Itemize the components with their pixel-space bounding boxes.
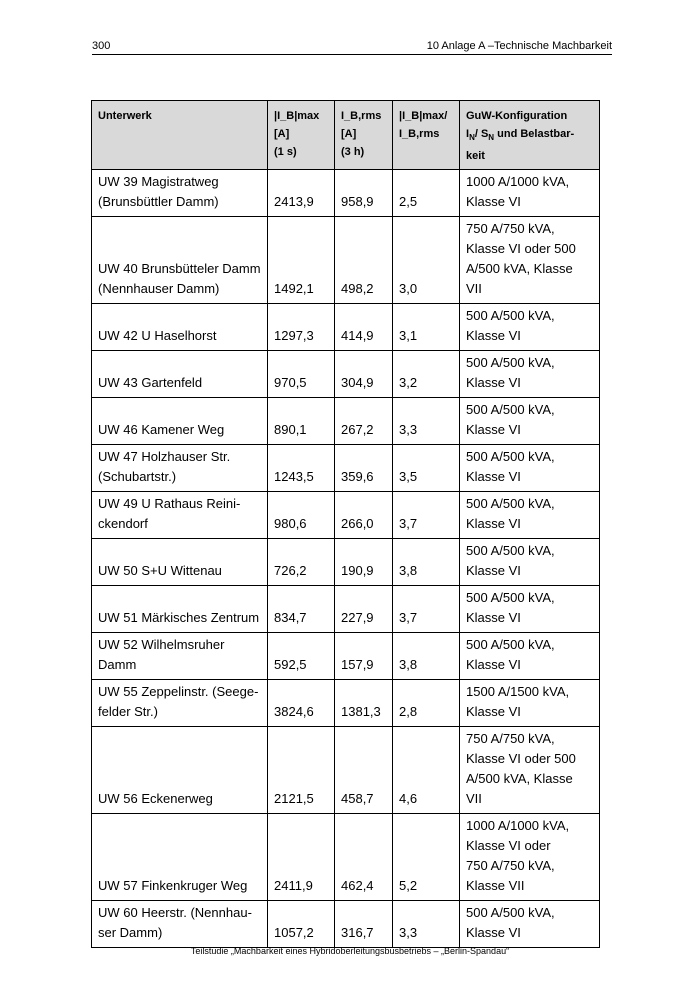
cell-max-current: 890,1	[268, 398, 335, 445]
cell-ratio: 3,1	[393, 304, 460, 351]
cell-unterwerk: UW 40 Brunsbütteler Damm (Nennhauser Damm)	[92, 217, 268, 304]
cell-max-current: 2413,9	[268, 170, 335, 217]
table-row	[92, 539, 600, 586]
cell-guw-config: 500 A/500 kVA, Klasse VI	[460, 398, 600, 445]
cell-max-current: 1057,2	[268, 901, 335, 948]
cell-rms-current: 462,4	[335, 814, 393, 901]
table-row	[92, 170, 600, 217]
chapter-title: 10 Anlage A –Technische Machbarkeit	[426, 40, 612, 52]
table-row	[92, 398, 600, 445]
cell-max-current: 834,7	[268, 586, 335, 633]
cell-ratio: 3,8	[393, 633, 460, 680]
cell-guw-config: 750 A/750 kVA, Klasse VI oder 500 A/500 kVA, Klasse VII	[460, 217, 600, 304]
cell-unterwerk: UW 47 Holzhauser Str. (Schubartstr.)	[92, 445, 268, 492]
cell-guw-config: 500 A/500 kVA, Klasse VI	[460, 351, 600, 398]
cell-unterwerk: UW 55 Zeppelinstr. (Seege- felder Str.)	[92, 680, 268, 727]
page-header	[92, 40, 612, 55]
cell-unterwerk: UW 56 Eckenerweg	[92, 727, 268, 814]
cell-unterwerk: UW 43 Gartenfeld	[92, 351, 268, 398]
cell-rms-current: 1381,3	[335, 680, 393, 727]
cell-rms-current: 316,7	[335, 901, 393, 948]
cell-max-current: 980,6	[268, 492, 335, 539]
cell-guw-config: 500 A/500 kVA, Klasse VI	[460, 539, 600, 586]
cell-guw-config: 1500 A/1500 kVA, Klasse VI	[460, 680, 600, 727]
cell-rms-current: 359,6	[335, 445, 393, 492]
cell-guw-config: 500 A/500 kVA, Klasse VI	[460, 586, 600, 633]
table-header-row	[92, 101, 600, 170]
cell-ratio: 3,3	[393, 901, 460, 948]
table-body	[92, 170, 600, 948]
cell-ratio: 3,7	[393, 586, 460, 633]
col-header-unterwerk: Unterwerk	[92, 101, 268, 170]
cell-unterwerk: UW 39 Magistratweg (Brunsbüttler Damm)	[92, 170, 268, 217]
cell-rms-current: 190,9	[335, 539, 393, 586]
col-header-rms-current: I_B,rms [A] (3 h)	[335, 101, 393, 170]
cell-unterwerk: UW 57 Finkenkruger Weg	[92, 814, 268, 901]
cell-unterwerk: UW 42 U Haselhorst	[92, 304, 268, 351]
cell-guw-config: 500 A/500 kVA, Klasse VI	[460, 492, 600, 539]
cell-guw-config: 500 A/500 kVA, Klasse VI	[460, 445, 600, 492]
cell-guw-config: 1000 A/1000 kVA, Klasse VI	[460, 170, 600, 217]
cell-unterwerk: UW 46 Kamener Weg	[92, 398, 268, 445]
cell-unterwerk: UW 60 Heerstr. (Nennhau- ser Damm)	[92, 901, 268, 948]
cell-ratio: 3,5	[393, 445, 460, 492]
cell-max-current: 2411,9	[268, 814, 335, 901]
cell-guw-config: 750 A/750 kVA, Klasse VI oder 500 A/500 kVA, Klasse VII	[460, 727, 600, 814]
cell-ratio: 2,5	[393, 170, 460, 217]
cell-rms-current: 414,9	[335, 304, 393, 351]
cell-ratio: 3,7	[393, 492, 460, 539]
cell-max-current: 1243,5	[268, 445, 335, 492]
cell-rms-current: 458,7	[335, 727, 393, 814]
substation-table	[91, 100, 600, 948]
cell-max-current: 2121,5	[268, 727, 335, 814]
cell-rms-current: 498,2	[335, 217, 393, 304]
cell-ratio: 5,2	[393, 814, 460, 901]
table-row	[92, 633, 600, 680]
cell-unterwerk: UW 52 Wilhelmsruher Damm	[92, 633, 268, 680]
table-row	[92, 586, 600, 633]
table-row	[92, 901, 600, 948]
col-header-ratio: |I_B|max/ I_B,rms	[393, 101, 460, 170]
cell-guw-config: 500 A/500 kVA, Klasse VI	[460, 901, 600, 948]
cell-max-current: 1297,3	[268, 304, 335, 351]
table-row	[92, 351, 600, 398]
col-header-max-current: |I_B|max [A] (1 s)	[268, 101, 335, 170]
cell-ratio: 3,2	[393, 351, 460, 398]
table-row	[92, 727, 600, 814]
cell-rms-current: 958,9	[335, 170, 393, 217]
cell-ratio: 4,6	[393, 727, 460, 814]
page-number: 300	[92, 40, 111, 52]
cell-guw-config: 500 A/500 kVA, Klasse VI	[460, 304, 600, 351]
cell-max-current: 970,5	[268, 351, 335, 398]
table-row	[92, 217, 600, 304]
cell-rms-current: 227,9	[335, 586, 393, 633]
cell-unterwerk: UW 51 Märkisches Zentrum	[92, 586, 268, 633]
table-row	[92, 814, 600, 901]
cell-rms-current: 267,2	[335, 398, 393, 445]
cell-max-current: 3824,6	[268, 680, 335, 727]
cell-rms-current: 304,9	[335, 351, 393, 398]
cell-rms-current: 266,0	[335, 492, 393, 539]
cell-guw-config: 500 A/500 kVA, Klasse VI	[460, 633, 600, 680]
cell-unterwerk: UW 50 S+U Wittenau	[92, 539, 268, 586]
cell-unterwerk: UW 49 U Rathaus Reini- ckendorf	[92, 492, 268, 539]
table-row	[92, 680, 600, 727]
cell-ratio: 3,0	[393, 217, 460, 304]
cell-max-current: 1492,1	[268, 217, 335, 304]
cell-ratio: 3,8	[393, 539, 460, 586]
col-header-guw-config: GuW-Konfiguration $I_N/$ $S_N$ und Belastbar- keit	[460, 101, 600, 170]
page-footer: Teilstudie „Machbarkeit eines Hybridoberleitungsbusbetriebs – „Berlin-Spandau“	[190, 946, 510, 956]
cell-max-current: 726,2	[268, 539, 335, 586]
table-row	[92, 304, 600, 351]
table-row	[92, 445, 600, 492]
cell-guw-config: 1000 A/1000 kVA, Klasse VI oder 750 A/750 kVA, Klasse VII	[460, 814, 600, 901]
cell-ratio: 3,3	[393, 398, 460, 445]
cell-rms-current: 157,9	[335, 633, 393, 680]
cell-ratio: 2,8	[393, 680, 460, 727]
cell-max-current: 592,5	[268, 633, 335, 680]
table-row	[92, 492, 600, 539]
